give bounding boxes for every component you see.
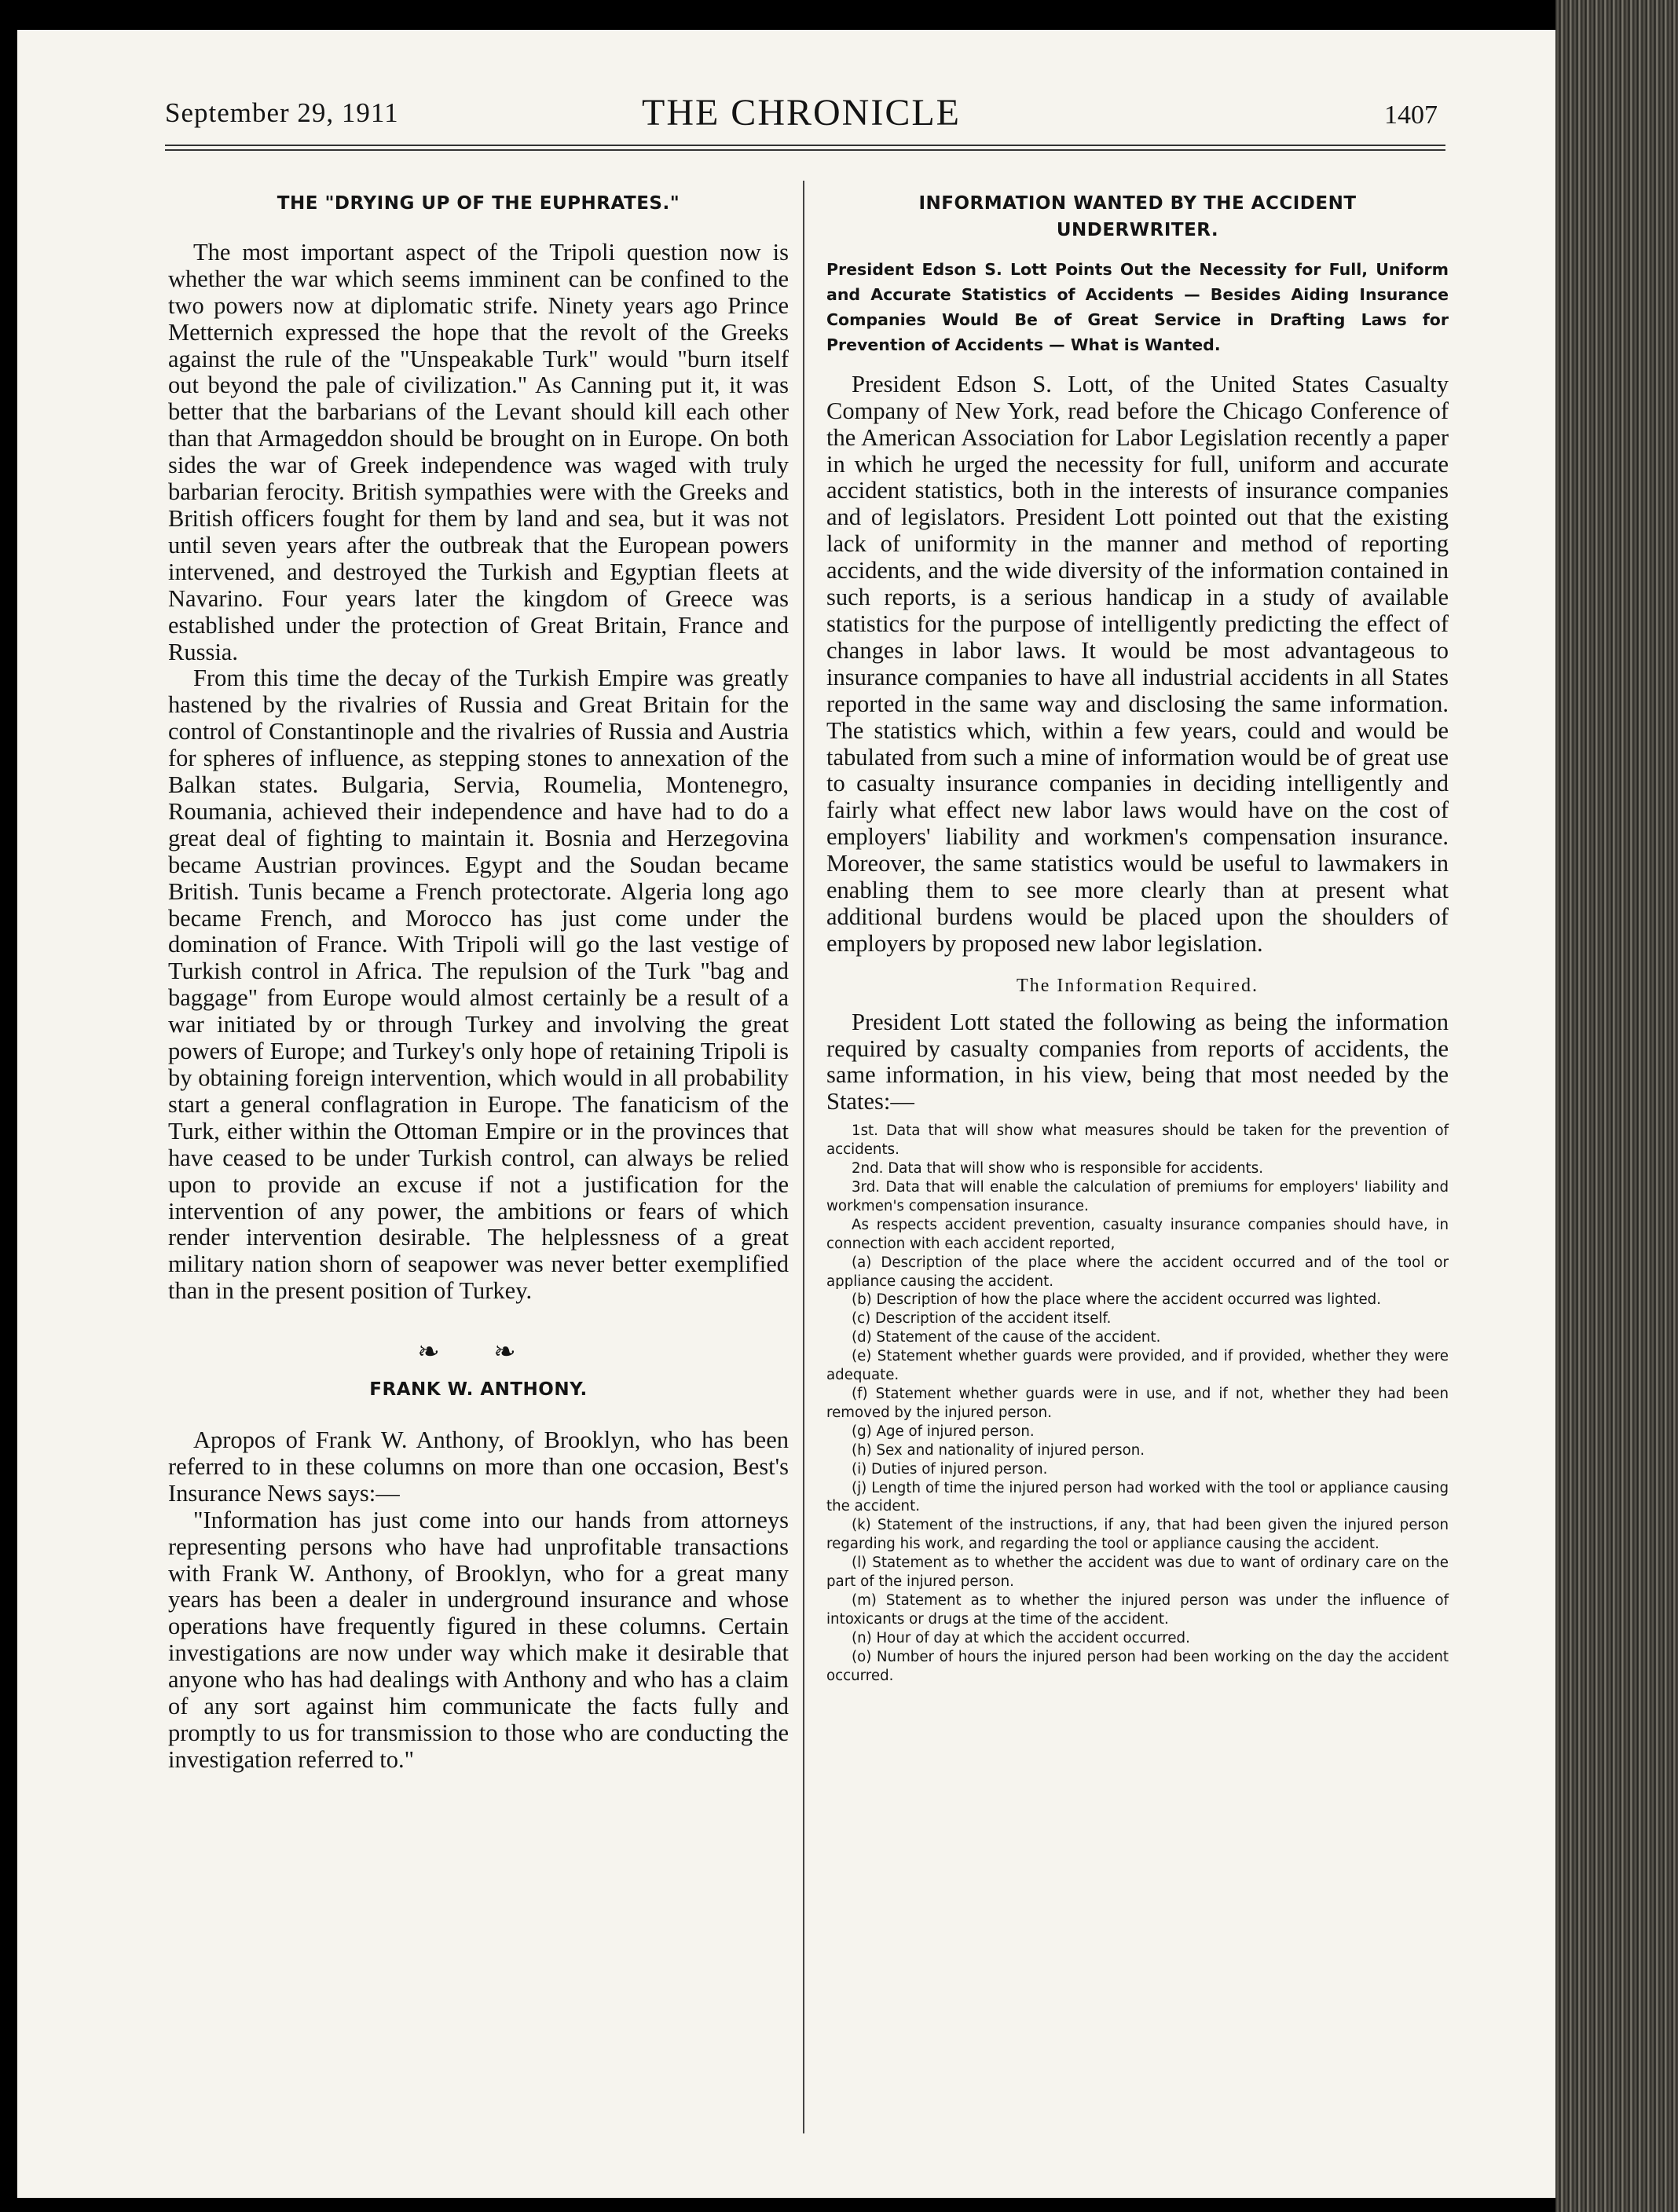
header-date: September 29, 1911 bbox=[165, 97, 399, 128]
header-rule-top bbox=[165, 145, 1445, 146]
euphrates-heading: THE "DRYING UP OF THE EUPHRATES." bbox=[277, 193, 680, 214]
list-item-l: (l) Statement as to whether the accident was due to want of ordinary care on the part of the injured person. bbox=[826, 1555, 1449, 1591]
list-item-g: (g) Age of injured person. bbox=[852, 1423, 1035, 1440]
list-item-k: (k) Statement of the instructions, if any, that had been given the injured person regarding his work, and regarding the tool or appliance causing the accident. bbox=[826, 1517, 1449, 1553]
euphrates-paragraph-2: From this time the decay of the Turkish Empire was greatly hastened by the rivalries of Russia and Great Britain for the control of Constantinople and the rivalries of Russia and Austria for spheres of influence, as stepping stones to annexation of the Balkan states. Bulgaria, Servia, Roumelia, Montenegro, Roumania, achieved their independence and have had to do a great deal of fighting to maintain it. Bosnia and Herzegovina became Austrian provinces. Egypt and the Soudan became British. Tunis became a French protectorate. Algeria long ago became French, and Morocco has just come under the domination of France. With Tripoli will go the last vestige of Turkish control in Africa. The repulsion of the Turk "bag and baggage" from Europe would almost certainly be a result of a war initiated by or through Turkey and involving the great powers of Europe; and Turkey's only hope of retaining Tripoli is by obtaining foreign intervention, which would in all probability start a general conflagration in Europe. The fanaticism of the Turk, either within the Ottoman Empire or in the provinces that have ceased to be under Turkish control, can always be relied upon to provide an excuse if not a justification for the intervention of any power, the ambitions or fears of which render intervention desirable. The helplessness of a great military nation shorn of seapower was never better exemplified than in the present position of Turkey. bbox=[168, 665, 789, 1305]
article-intro: President Edson S. Lott, of the United States Casualty Company of New York, read before the Chicago Conference of the American Association for Labor Legislation recently a paper in which he urged the necessity for full, uniform and accurate accident statistics, both in the interests of insurance companies and of legislators. President Lott pointed out that the existing lack of uniformity in the manner and method of reporting accidents, and the wide diversity of the information contained in such reports, is a serious handicap in a study of available statistics for the purpose of intelligently predicting the effect of changes in labor laws. It would be most advantageous to insurance companies to have all industrial accidents in all States reported in the same way and disclosing the same information. The statistics which, within a few years, could and would be tabulated from such a mine of information would be of great use to casualty insurance companies in deciding intelligently and fairly what effect new labor laws would have on the cost of employers' liability and workmen's compensation insurance. Moreover, the same statistics would be useful to lawmakers in enabling them to see more clearly than at present what additional burdens would be placed upon the shoulders of employers by proposed new labor legislation. bbox=[826, 370, 1449, 957]
section-ornament: ❧ ❧ bbox=[417, 1338, 540, 1368]
anthony-heading: FRANK W. ANTHONY. bbox=[369, 1379, 588, 1401]
article-heading: INFORMATION WANTED BY THE ACCIDENT UNDERWRITER. bbox=[918, 193, 1357, 240]
list-item-n: (n) Hour of day at which the accident occurred. bbox=[852, 1629, 1190, 1646]
section-intro: President Lott stated the following as being the information required by casualty companies from reports of accidents, the same information, in his view, being that most needed by the States:— bbox=[826, 1008, 1449, 1115]
header-page-number: 1407 bbox=[1384, 101, 1438, 130]
left-column bbox=[168, 191, 789, 1774]
list-item-m: (m) Statement as to whether the injured person was under the influence of intoxicants or drugs at the time of the accident. bbox=[826, 1591, 1449, 1628]
list-item-i: (i) Duties of injured person. bbox=[852, 1460, 1048, 1478]
requirements-list bbox=[826, 1122, 1449, 1685]
data-item-3: 3rd. Data that will enable the calculation of premiums for employers' liability and workmen's compensation insurance. bbox=[826, 1179, 1449, 1214]
newspaper-page bbox=[17, 30, 1555, 2198]
data-item-2: 2nd. Data that will show who is responsible for accidents. bbox=[852, 1160, 1264, 1177]
page-header bbox=[17, 30, 1555, 156]
header-rule-bottom bbox=[165, 149, 1445, 151]
article-subheading: President Edson S. Lott Points Out the Necessity for Full, Uniform and Accurate Statistics of Accidents — Besides Aiding Insurance Companies Would Be of Great Service in Drafting Laws for Prevention of Accidents — What is Wanted. bbox=[826, 259, 1449, 354]
book-spine-edge bbox=[1555, 0, 1678, 2212]
list-item-d: (d) Statement of the cause of the accident. bbox=[852, 1329, 1161, 1346]
header-title: THE CHRONICLE bbox=[642, 92, 961, 134]
column-divider bbox=[803, 181, 804, 2133]
anthony-paragraph-1: Apropos of Frank W. Anthony, of Brooklyn, who has been referred to in these columns on more than one occasion, Best's Insurance News says:— bbox=[168, 1426, 789, 1507]
list-item-f: (f) Statement whether guards were in use, and if not, whether they had been removed by the injured person. bbox=[826, 1385, 1449, 1421]
list-item-j: (j) Length of time the injured person had worked with the tool or appliance causing the accident. bbox=[826, 1479, 1449, 1515]
data-item-1: 1st. Data that will show what measures should be taken for the prevention of accidents. bbox=[826, 1122, 1449, 1159]
respects-paragraph: As respects accident prevention, casualty insurance companies should have, in connection with each accident reported, bbox=[826, 1216, 1449, 1252]
list-item-o: (o) Number of hours the injured person had been working on the day the accident occurred. bbox=[826, 1648, 1449, 1684]
list-item-h: (h) Sex and nationality of injured person. bbox=[852, 1441, 1145, 1459]
list-item-a: (a) Description of the place where the accident occurred and of the tool or appliance causing the accident. bbox=[826, 1254, 1449, 1290]
list-item-b: (b) Description of how the place where the accident occurred was lighted. bbox=[852, 1291, 1381, 1309]
section-heading: The Information Required. bbox=[1017, 975, 1258, 996]
euphrates-paragraph-1: The most important aspect of the Tripoli question now is whether the war which seems imminent can be confined to the two powers now at diplomatic strife. Ninety years ago Prince Metternich expressed the hope that the revolt of the Greeks against the rule of the "Unspeakable Turk" would "burn itself out beyond the pale of civilization." As Canning put it, it was better that the barbarians of the Levant should kill each other than that Armageddon should be brought on in Europe. On both sides the war of Greek independence was waged with truly barbarian ferocity. British sympathies were with the Greeks and British officers fought for them by land and sea, but it was not until seven years after the outbreak that the European powers intervened, and destroyed the Turkish and Egyptian fleets at Navarino. Four years later the kingdom of Greece was established under the protection of Great Britain, France and Russia. bbox=[168, 238, 789, 665]
list-item-c: (c) Description of the accident itself. bbox=[852, 1310, 1112, 1328]
right-column bbox=[826, 191, 1449, 1685]
list-item-e: (e) Statement whether guards were provided, and if provided, whether they were adequate. bbox=[826, 1348, 1449, 1384]
anthony-paragraph-2: "Information has just come into our hands from attorneys representing persons who have had unprofitable transactions with Frank W. Anthony, of Brooklyn, who for a great many years has been a dealer in underground insurance and whose operations have frequently figured in these columns. Certain investigations are now under way which make it desirable that anyone who has had dealings with Anthony and who has a claim of any sort against him communicate the facts fully and promptly to us for transmission to those who are conducting the investigation referred to." bbox=[168, 1506, 789, 1773]
